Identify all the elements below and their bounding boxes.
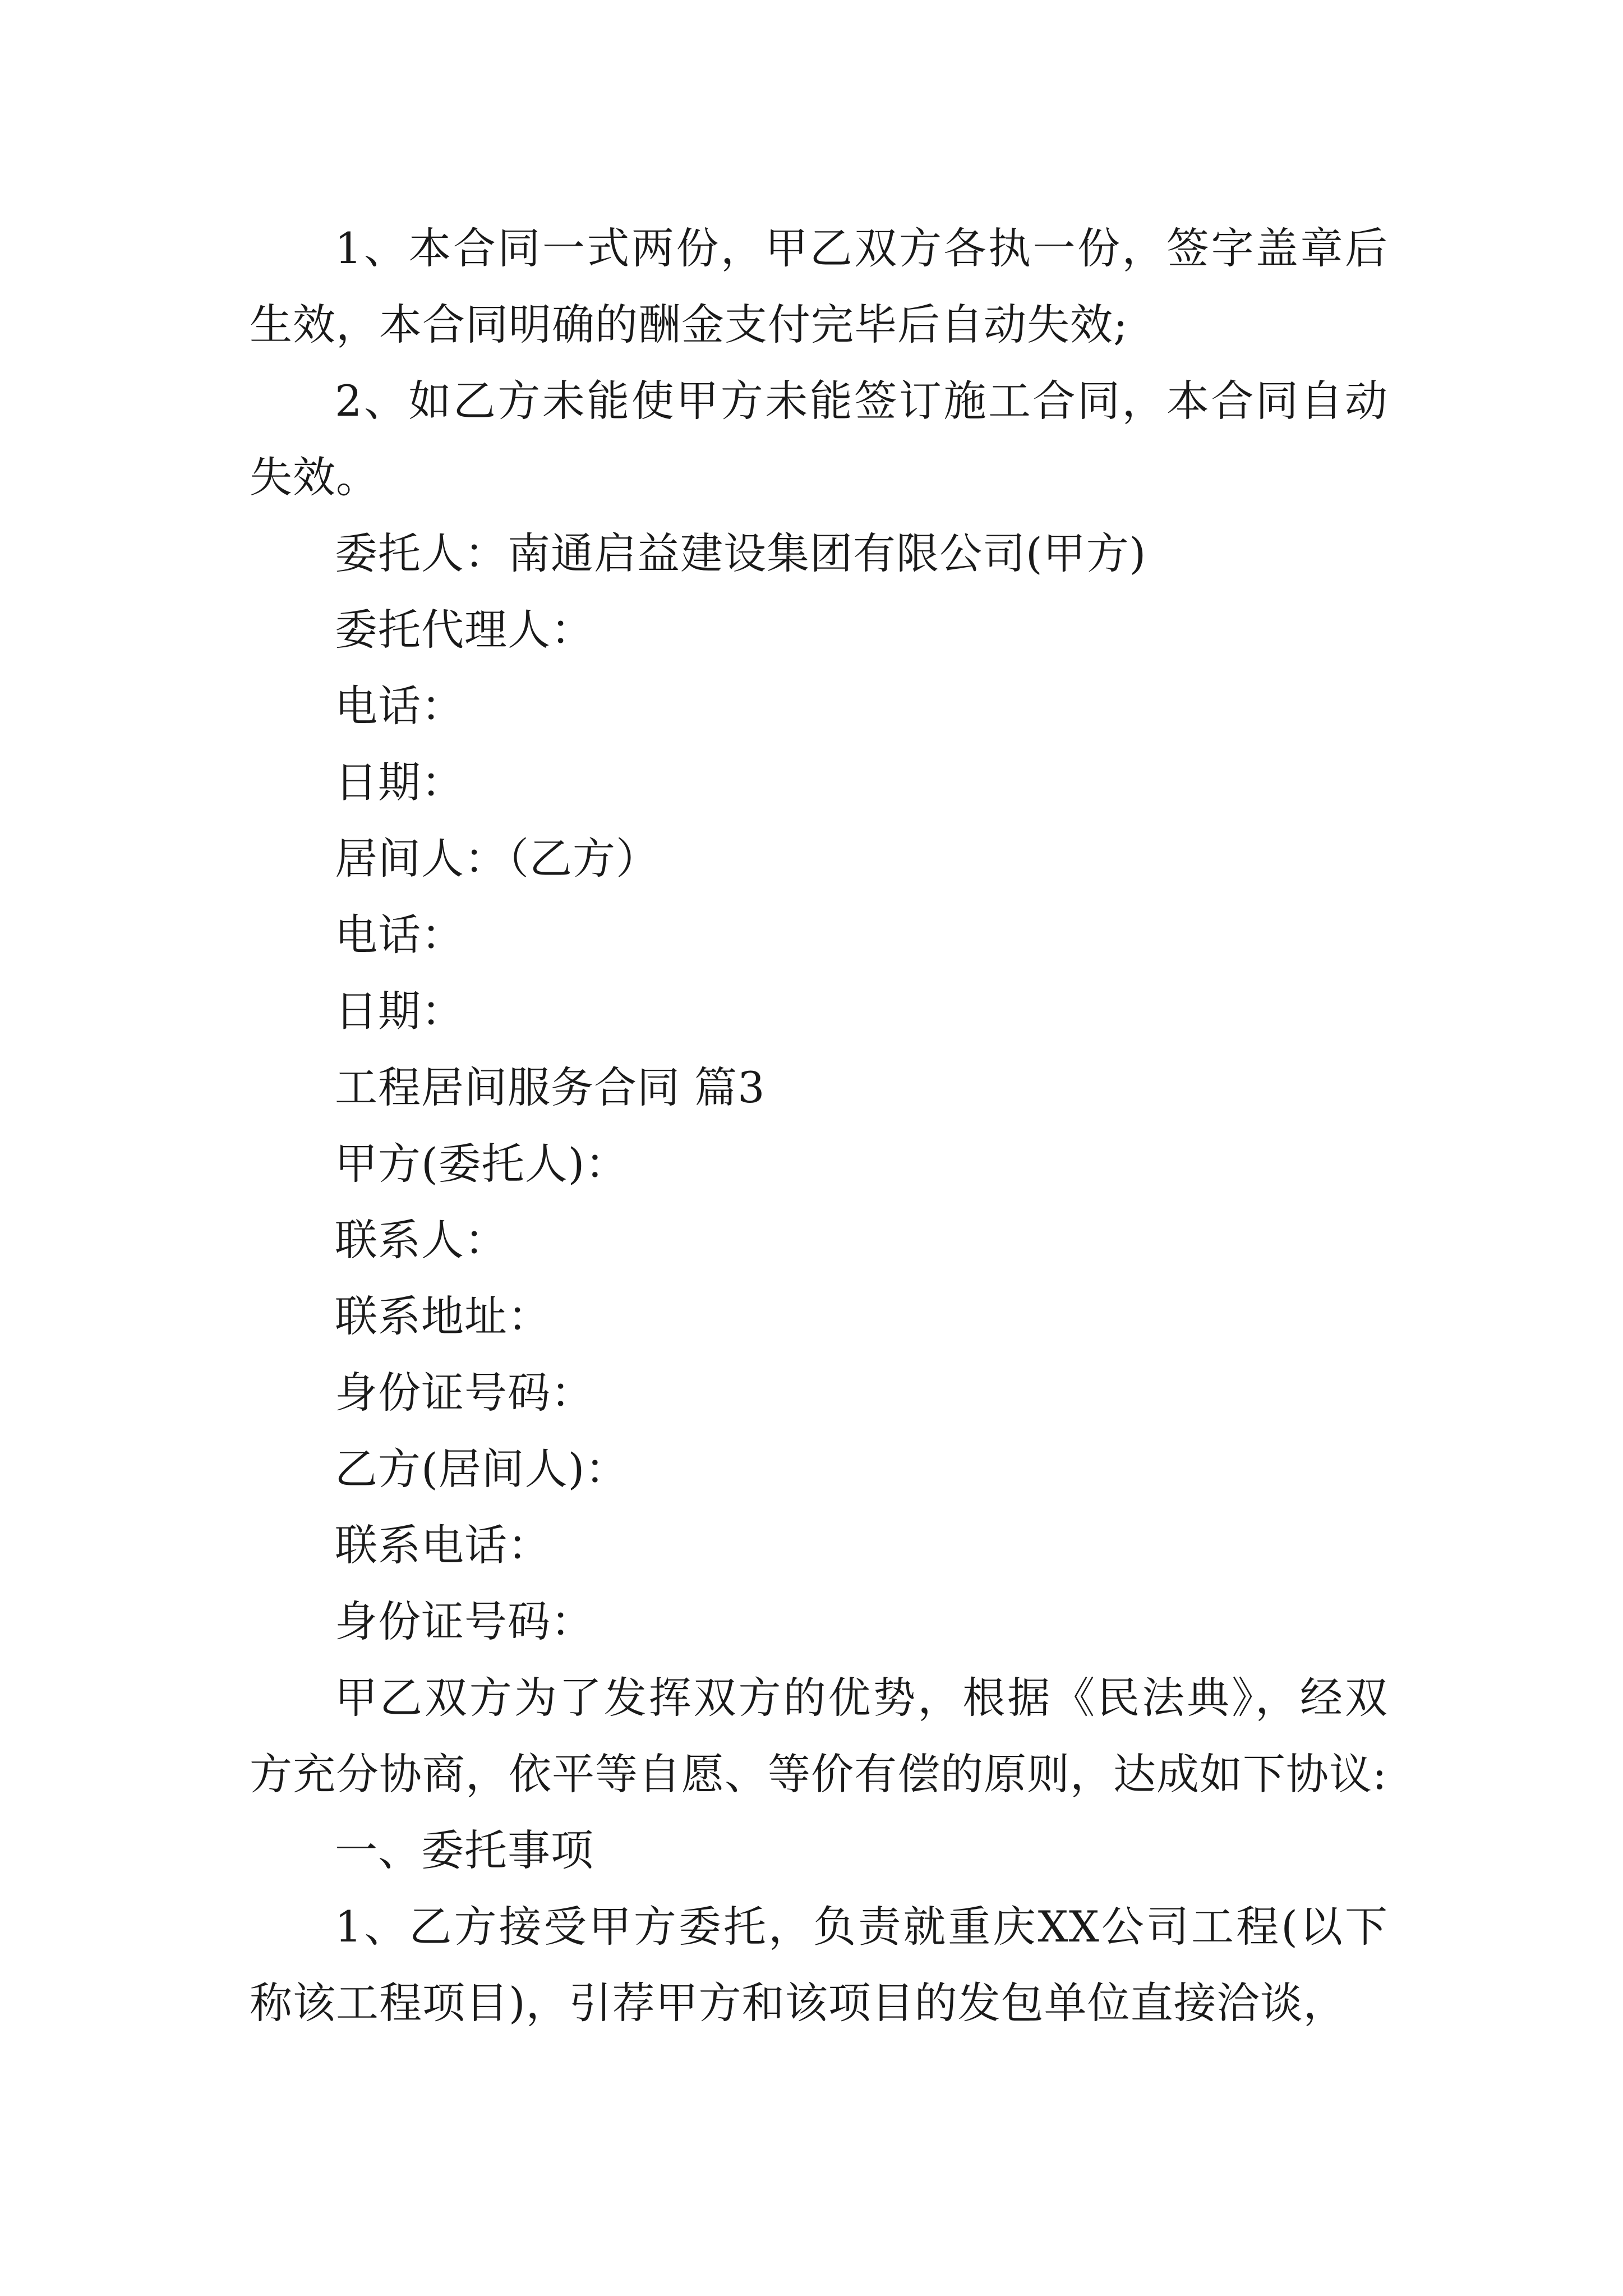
party-field-line: 甲方(委托人)： bbox=[335, 1139, 629, 1189]
party-field-line: 联系电话： bbox=[335, 1520, 551, 1570]
party-field-line: 联系地址： bbox=[335, 1291, 551, 1341]
signature-line: 日期： bbox=[335, 757, 464, 807]
preamble-paragraph: 甲乙双方为了发挥双方的优势，根据《民法典》，经双方充分协商，依平等自愿、等价有偿的原则，达成如下协议: bbox=[250, 1673, 1388, 1799]
signature-line: 电话： bbox=[335, 681, 464, 731]
signature-line: 日期： bbox=[335, 986, 464, 1036]
clause-paragraph: 2、如乙方未能使甲方未能签订施工合同，本合同自动失效。 bbox=[250, 376, 1388, 502]
clause-paragraph: 1、本合同一式两份，甲乙双方各执一份，签字盖章后生效，本合同明确的酬金支付完毕后自动失效; bbox=[250, 223, 1388, 349]
document-body bbox=[250, 210, 1388, 2041]
signature-line: 委托人：南通启益建设集团有限公司(甲方) bbox=[335, 528, 1147, 578]
party-field-line: 联系人： bbox=[335, 1215, 508, 1265]
party-field-line: 身份证号码： bbox=[335, 1368, 594, 1418]
clause-paragraph: 1、乙方接受甲方委托，负责就重庆XX公司工程(以下称该工程项目)，引荐甲方和该项目的发包单位直接洽谈， bbox=[250, 1902, 1388, 2028]
party-field-line: 乙方(居间人)： bbox=[335, 1444, 629, 1494]
section-heading: 一、委托事项 bbox=[335, 1825, 594, 1875]
section-title: 工程居间服务合同 篇3 bbox=[335, 1062, 766, 1112]
party-field-line: 身份证号码： bbox=[335, 1596, 594, 1646]
signature-line: 居间人：（乙方） bbox=[335, 834, 659, 884]
signature-line: 委托代理人： bbox=[335, 605, 594, 655]
signature-line: 电话： bbox=[335, 910, 464, 960]
